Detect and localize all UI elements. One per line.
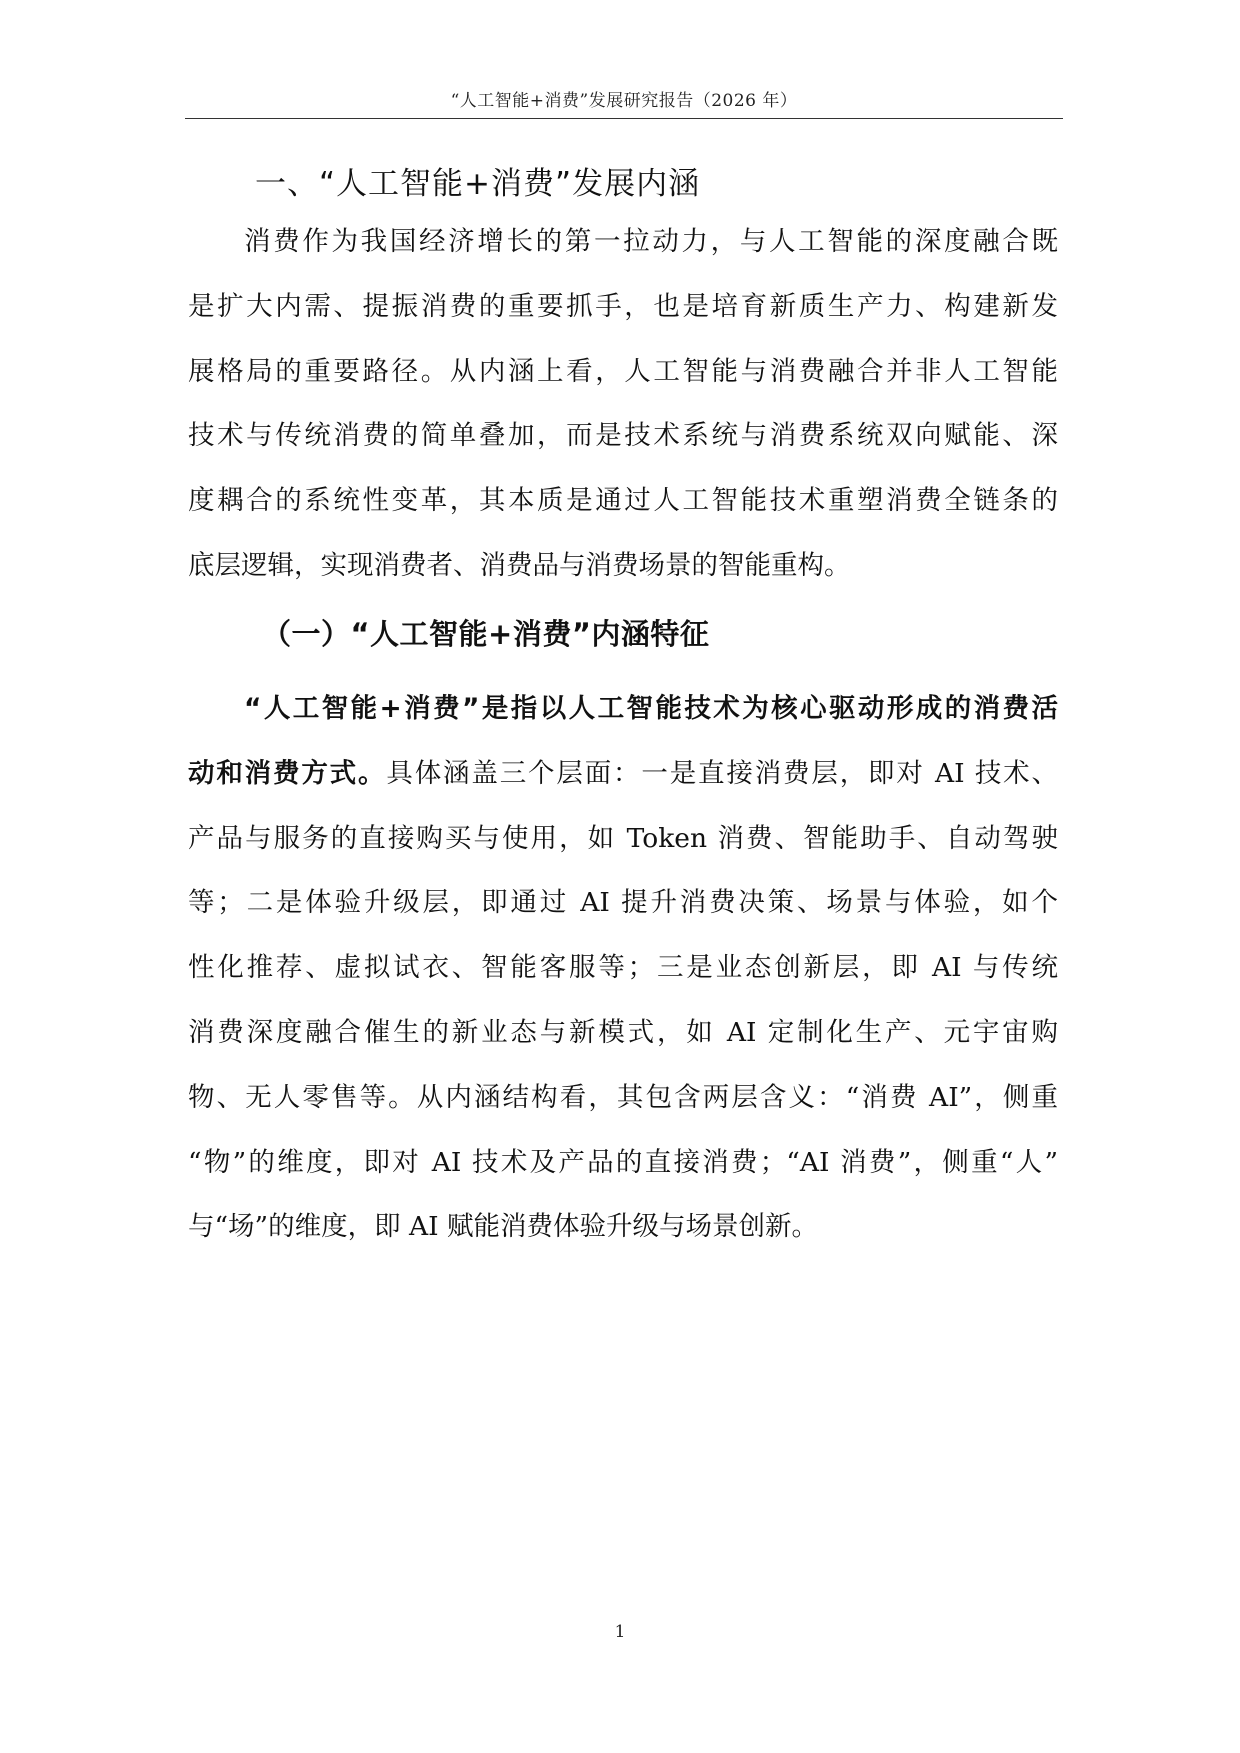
- paragraph-line: 等；二是体验升级层，即通过 AI 提升消费决策、场景与体验，如个: [188, 887, 1058, 919]
- paragraph-line: 性化推荐、虚拟试衣、智能客服等；三是业态创新层，即 AI 与传统: [188, 952, 1058, 984]
- definition-rest-text: 具体涵盖三个层面：一是直接消费层，即对 AI 技术、: [386, 757, 1059, 789]
- running-header: “人工智能+消费”发展研究报告（2026 年）: [450, 91, 798, 111]
- paragraph-line: 消费深度融合催生的新业态与新模式，如 AI 定制化生产、元宇宙购: [188, 1016, 1058, 1048]
- section-heading: 一、“人工智能+消费”发展内涵: [255, 166, 701, 202]
- definition-paragraph: [188, 677, 1058, 1260]
- paragraph-line: 度耦合的系统性变革，其本质是通过人工智能技术重塑消费全链条的: [188, 485, 1058, 517]
- paragraph-line: 展格局的重要路径。从内涵上看，人工智能与消费融合并非人工智能: [188, 355, 1058, 387]
- page-number: 1: [614, 1622, 626, 1642]
- paragraph-line: 技术与传统消费的简单叠加，而是技术系统与消费系统双向赋能、深: [188, 420, 1058, 452]
- paragraph-line: 消费作为我国经济增长的第一拉动力，与人工智能的深度融合既: [244, 226, 1058, 257]
- paragraph-line: 与“场”的维度，即 AI 赋能消费体验升级与场景创新。: [188, 1211, 819, 1243]
- paragraph-line: [188, 742, 1058, 807]
- paragraph-line: 产品与服务的直接购买与使用，如 Token 消费、智能助手、自动驾驶: [188, 822, 1058, 854]
- definition-bold-text: 动和消费方式。: [188, 757, 387, 789]
- header-divider: [185, 118, 1063, 119]
- paragraph-line: 物、无人零售等。从内涵结构看，其包含两层含义：“消费 AI”，侧重: [188, 1081, 1058, 1113]
- paragraph-line: “物”的维度，即对 AI 技术及产品的直接消费；“AI 消费”，侧重“人”: [188, 1146, 1058, 1178]
- subsection-heading: （一）“人工智能+消费”内涵特征: [262, 617, 710, 651]
- intro-paragraph: [188, 210, 1058, 599]
- paragraph-line: 底层逻辑，实现消费者、消费品与消费场景的智能重构。: [188, 549, 851, 581]
- definition-bold-line: “人工智能+消费”是指以人工智能技术为核心驱动形成的消费活: [244, 693, 1058, 724]
- paragraph-line: 是扩大内需、提振消费的重要抓手，也是培育新质生产力、构建新发: [188, 290, 1058, 322]
